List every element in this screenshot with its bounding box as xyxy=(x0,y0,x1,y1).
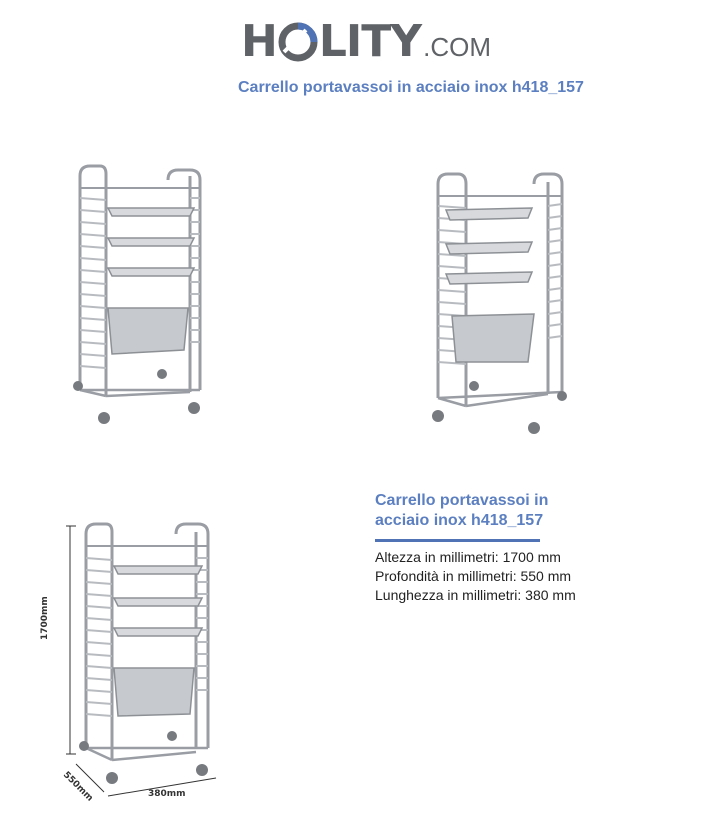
page-title: Carrello portavassoi in acciaio inox h418_157 xyxy=(238,79,584,96)
logo-suffix: .COM xyxy=(423,32,492,62)
title-underline xyxy=(375,539,540,542)
product-photo-angled xyxy=(424,166,584,438)
product-dimension-drawing xyxy=(56,516,226,806)
depth-dimension-label: 550mm xyxy=(60,770,95,804)
product-photo-front xyxy=(62,158,222,430)
logo-o-icon xyxy=(278,22,318,62)
spec-depth: Profondità in millimetri: 550 mm xyxy=(375,568,572,584)
spec-length: Lunghezza in millimetri: 380 mm xyxy=(375,587,576,603)
spec-height: Altezza in millimetri: 1700 mm xyxy=(375,549,561,565)
product-title: Carrello portavassoi in acciaio inox h418_157 xyxy=(375,492,549,529)
product-info xyxy=(375,491,605,605)
logo-text-lity: LITY xyxy=(318,16,422,67)
width-dimension-label: 380mm xyxy=(148,789,186,799)
holity-logo[interactable] xyxy=(241,18,491,66)
logo-text-h: H xyxy=(241,16,277,67)
height-dimension-label: 1700mm xyxy=(40,596,50,640)
